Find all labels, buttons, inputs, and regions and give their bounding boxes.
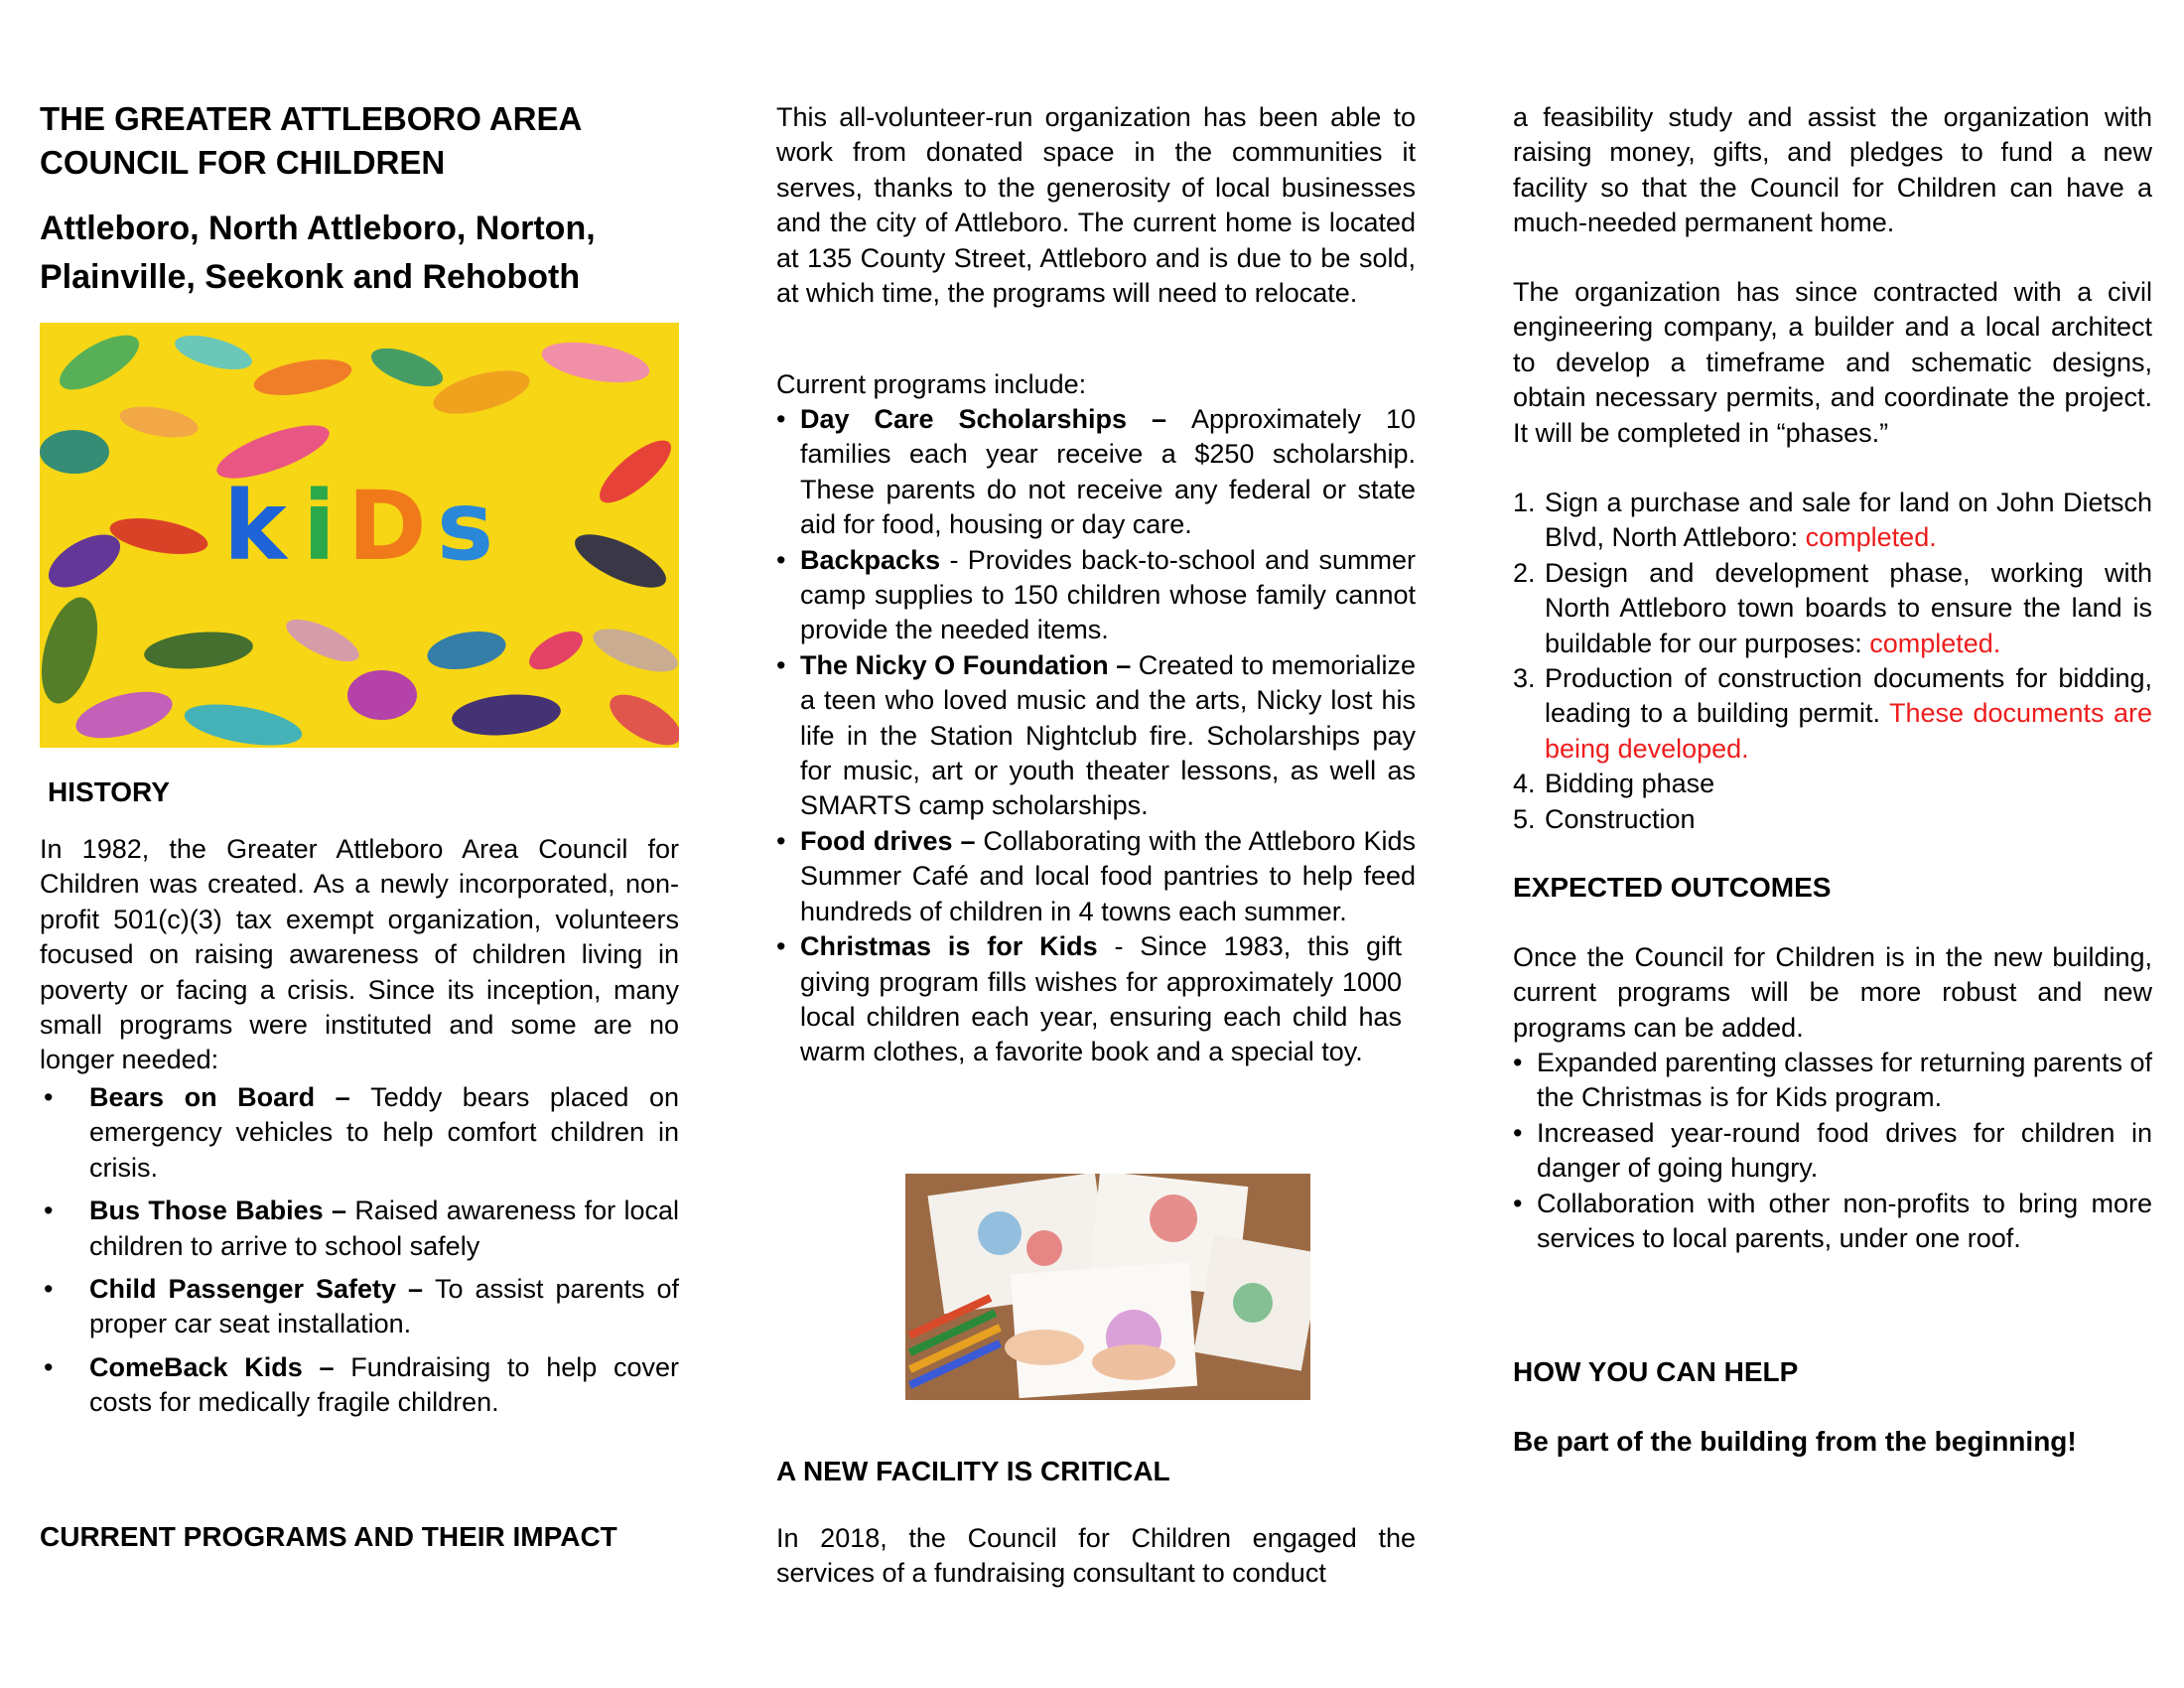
children-drawing-photo xyxy=(905,1174,1310,1400)
bullet-icon: • xyxy=(44,1196,54,1226)
bullet-icon: • xyxy=(1513,1048,1523,1077)
past-program-item: • ComeBack Kids – Fundraising to help cover costs for medically fragile children. xyxy=(44,1351,679,1418)
current-programs-list xyxy=(776,402,1416,1070)
intro-text: This all-volunteer-run organization has been able to work from donated space in the communities it serves, thanks to the generosity of local businesses and the city of Attleboro. The current home is located at 135 County Street, Attleboro and is due to be sold, at which time, the programs will need to relocate. xyxy=(776,102,1416,309)
help-heading: HOW YOU CAN HELP xyxy=(1513,1356,1799,1387)
bullet-icon: • xyxy=(776,825,786,856)
phase-status: These documents are being developed. xyxy=(1545,698,2153,764)
past-program-item: • Child Passenger Safety – To assist parents of proper car seat installation. xyxy=(44,1274,679,1339)
past-program-item: • Bears on Board – Teddy bears placed on emergency vehicles to help comfort children in crisis. xyxy=(44,1082,679,1183)
outcomes-list xyxy=(1513,1046,2152,1256)
program-item: • The Nicky O Foundation – Created to memorialize a teen who loved music and the arts, Nicky lost his life in the Station Nightclub fire. Scholarships pay for music, art or youth theater lessons, as well as SMARTS camp scholarships. xyxy=(776,649,1416,821)
bullet-icon: • xyxy=(1513,1117,1523,1148)
phase-item: 3. Production of construction documents for bidding, leading to a building permit. These documents are being developed. xyxy=(1513,663,2153,764)
outcome-item: • Increased year-round food drives for children in danger of going hungry. xyxy=(1513,1117,2152,1184)
bullet-icon: • xyxy=(44,1274,54,1305)
bullet-icon: • xyxy=(776,404,786,434)
phase-item: 1. Sign a purchase and sale for land on John Dietsch Blvd, North Attleboro: completed. xyxy=(1513,488,2152,553)
outcome-item: • Collaboration with other non-profits to bring more services to local parents, under one roof. xyxy=(1513,1188,2152,1254)
program-item: • Backpacks - Provides back-to-school and summer camp supplies to 150 children whose family cannot provide the needed items. xyxy=(776,544,1417,645)
past-programs-list xyxy=(40,1080,679,1429)
bullet-icon: • xyxy=(44,1082,54,1112)
bullet-icon: • xyxy=(776,649,786,680)
svg-text:k: k xyxy=(223,471,287,582)
bullet-icon: • xyxy=(1513,1188,1523,1218)
facility-text: In 2018, the Council for Children engaged the services of a fundraising consultant to conduct xyxy=(776,1523,1416,1589)
outcomes-heading: EXPECTED OUTCOMES xyxy=(1513,872,1832,903)
program-item: • Food drives – Collaborating with the Attleboro Kids Summer Café and local food pantries to help feed hundreds of children in 4 towns each summer. xyxy=(776,825,1416,926)
contract-text: The organization has since contracted with a civil engineering company, a builder and a local architect to develop a timeframe and schematic designs, obtain necessary permits, and coordinate the project. It will be completed in “phases.” xyxy=(1513,277,2152,448)
kids-toys-photo xyxy=(40,323,679,748)
service-towns: Attleboro, North Attleboro, Norton, Plainville, Seekonk and Rehoboth xyxy=(40,210,596,296)
facility-heading: A NEW FACILITY IS CRITICAL xyxy=(776,1456,1170,1486)
history-text: In 1982, the Greater Attleboro Area Council for Children was created. As a newly incorporated, non-profit 501(c)(3) tax exempt organization, volunteers focused on raising awareness of children living in poverty or facing a crisis. Since its inception, many small programs were instituted and some are no longer needed: xyxy=(40,834,679,1075)
help-tagline: Be part of the building from the beginning! xyxy=(1513,1426,2077,1457)
phases-list xyxy=(1513,486,2152,837)
phase-item: 5. Construction xyxy=(1513,803,1696,834)
programs-label: Current programs include: xyxy=(776,369,1087,399)
program-item: • Christmas is for Kids - Since 1983, this gift giving program fills wishes for approximately 1000 local children each year, ensuring each child has warm clothes, a favorite book and a special toy. xyxy=(776,931,1402,1067)
phase-item: 2. Design and development phase, working with North Attleboro town boards to ensure the land is buildable for our purposes: completed. xyxy=(1513,557,2152,658)
brochure-title: THE GREATER ATTLEBORO AREA COUNCIL FOR CHILDREN xyxy=(40,100,582,181)
phase-status: completed. xyxy=(1805,522,1937,553)
svg-text:s: s xyxy=(437,471,494,582)
bullet-icon: • xyxy=(776,931,786,962)
history-heading: HISTORY xyxy=(48,776,170,807)
program-item: • Day Care Scholarships – Approximately 10 families each year receive a $250 scholarship. These parents do not receive any federal or state aid for food, housing or day care. xyxy=(776,404,1416,540)
outcomes-text: Once the Council for Children is in the new building, current programs will be more robust and new programs can be added. xyxy=(1513,942,2152,1043)
current-programs-heading: CURRENT PROGRAMS AND THEIR IMPACT xyxy=(40,1521,617,1552)
phase-status: completed. xyxy=(1869,628,2001,658)
bullet-icon: • xyxy=(776,544,786,575)
phase-item: 4. Bidding phase xyxy=(1513,769,1715,799)
past-program-item: • Bus Those Babies – Raised awareness for local children to arrive to school safely xyxy=(44,1196,679,1261)
svg-text:D: D xyxy=(347,471,427,582)
outcome-item: • Expanded parenting classes for returning parents of the Christmas is for Kids program. xyxy=(1513,1048,2152,1113)
svg-text:i: i xyxy=(303,471,336,582)
bullet-icon: • xyxy=(44,1351,54,1382)
feasibility-text: a feasibility study and assist the organization with raising money, gifts, and pledges to fund a new facility so that the Council for Children can have a much-needed permanent home. xyxy=(1513,102,2152,238)
